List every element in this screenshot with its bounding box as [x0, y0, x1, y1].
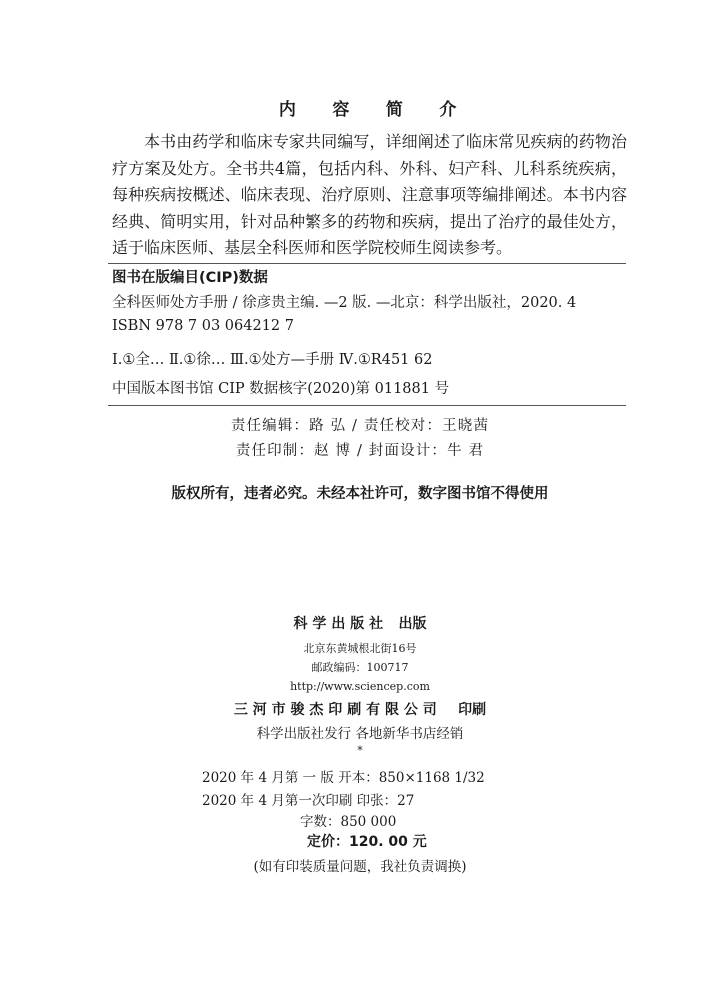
publisher-address: 北京东黄城根北街16号: [303, 642, 417, 655]
publisher-suffix: 出版: [398, 616, 427, 632]
cip-title-line: 全科医师处方手册 / 徐彦贵主编. —2 版. —北京：科学出版社，2020. 4: [112, 295, 577, 311]
edition-line: 2020 年 4 月第 一 版 开本：850×1168 1/32: [202, 770, 485, 786]
printer-line: [0, 699, 720, 719]
separator-star: *: [357, 744, 363, 757]
distribution-line: 科学出版社发行 各地新华书店经销: [256, 726, 464, 742]
cip-top-divider: [108, 263, 626, 264]
cip-classification: Ⅰ.①全… Ⅱ.①徐… Ⅲ.①处方—手册 Ⅳ.①R451 62: [112, 352, 433, 368]
cip-record-number: 中国版本图书馆 CIP 数据核字(2020)第 011881 号: [112, 381, 450, 397]
printing-line: 2020 年 4 月第一次印刷 印张：27: [202, 793, 415, 809]
publisher-url: http://www.sciencep.com: [290, 680, 430, 693]
copyright-notice: 版权所有，违者必究。未经本社许可，数字图书馆不得使用: [171, 486, 549, 502]
summary-title: 内 容 简 介: [278, 100, 472, 120]
cip-bottom-divider: [108, 405, 626, 406]
quality-notice: (如有印装质量问题，我社负责调换): [253, 859, 467, 875]
credits-print-line: 责任印制：赵 博 / 封面设计：牛 君: [235, 443, 485, 459]
printer-suffix: 印刷: [458, 702, 487, 718]
summary-body: 本书由药学和临床专家共同编写，详细阐述了临床常见疾病的药物治疗方案及处方。全书共4篇，包括内科、外科、妇产科、儿科系统疾病，每种疾病按概述、临床表现、治疗原则、注意事项等编排阐述。本书内容经典、简明实用，针对品种繁多的药物和疾病，提出了治疗的最佳处方，适于临床医师、基层全科医师和医学院校师生阅读参考。: [112, 132, 627, 257]
publisher-line: [0, 613, 720, 633]
publisher-postcode: 邮政编码：100717: [311, 661, 409, 674]
word-count: 字数：850 000: [300, 814, 397, 830]
price: 定价：120. 00 元: [307, 834, 427, 850]
cip-isbn: ISBN 978 7 03 064212 7: [112, 318, 294, 334]
cip-heading: 图书在版编目(CIP)数据: [112, 270, 268, 286]
credits-editor-line: 责任编辑：路 弘 / 责任校对：王晓茜: [230, 418, 490, 434]
publisher-name: 科学出版社: [293, 616, 389, 632]
printer-name: 三河市骏杰印刷有限公司: [233, 702, 442, 718]
